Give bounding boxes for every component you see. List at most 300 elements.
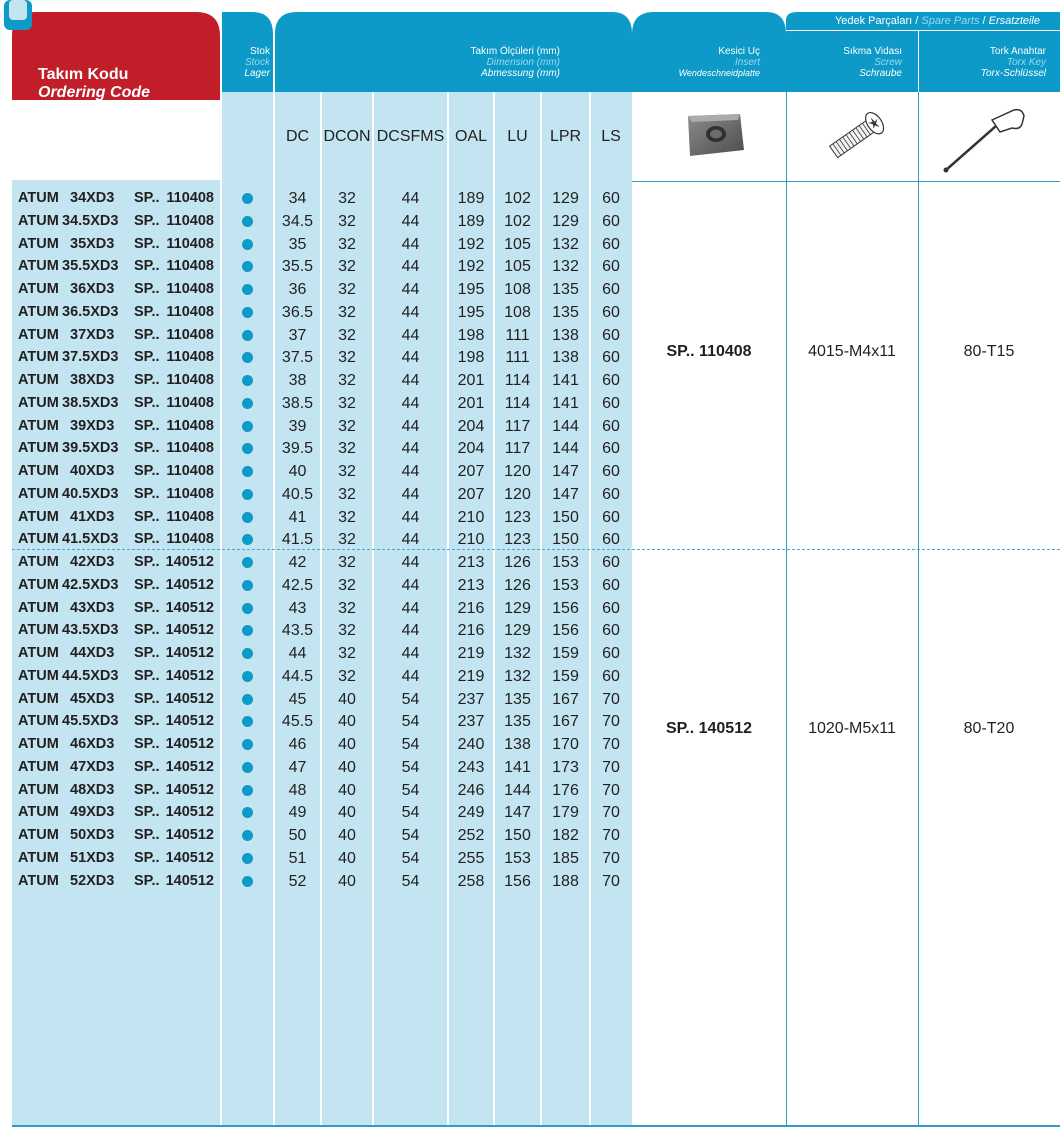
code-part-a: ATUM [18, 394, 59, 411]
screw-header-de: Schraube [859, 68, 902, 79]
dim-cell-lpr: 141 [552, 372, 579, 389]
dim-cell-dcsfms: 54 [401, 758, 420, 776]
stock-indicator [242, 830, 253, 841]
code-part-d: 140512 [165, 576, 214, 593]
code-part-c: SP.. [134, 349, 160, 366]
code-part-a: ATUM [18, 531, 59, 548]
dim-cell-dc: 37 [288, 326, 307, 344]
code-part-c: SP.. [134, 645, 160, 661]
dim-cell-ls: 60 [602, 372, 620, 389]
dim-cell-dcon: 32 [338, 235, 356, 253]
code-part-d: 140512 [165, 781, 214, 798]
code-part-a: ATUM [18, 554, 59, 570]
code-part-c: SP.. [134, 463, 160, 479]
dim-cell-oal: 213 [457, 554, 485, 571]
code-part-b: 41XD3 [70, 508, 115, 525]
spare-header-en: Spare Parts [921, 15, 980, 27]
dim-cell-ls: 60 [602, 394, 620, 412]
dim-cell-oal: 255 [457, 849, 485, 867]
dim-cell-lu: 141 [504, 758, 531, 776]
dim-cell-ls: 70 [602, 804, 620, 822]
insert-icon [682, 110, 748, 160]
dim-cell-dcon: 40 [338, 713, 356, 731]
dim-cell-dcon: 32 [338, 417, 356, 435]
code-part-c: SP.. [134, 303, 160, 320]
code-part-d: 110408 [166, 440, 214, 457]
dim-cell-lu: 114 [504, 372, 531, 389]
code-part-b: 37.5XD3 [62, 349, 119, 366]
code-part-c: SP.. [134, 804, 160, 821]
code-part-d: 140512 [165, 758, 214, 775]
dim-cell-dcon: 40 [338, 872, 356, 890]
dim-cell-lu: 147 [504, 804, 531, 822]
stock-indicator [242, 739, 253, 750]
code-part-b: 49XD3 [70, 804, 115, 821]
stock-indicator [242, 284, 253, 295]
dims-header [360, 46, 560, 79]
dim-cell-dcon: 32 [338, 622, 356, 640]
dim-cell-ls: 60 [602, 212, 620, 230]
dim-cell-ls: 60 [602, 440, 620, 458]
dim-cell-dcon: 32 [338, 667, 356, 685]
code-part-a: ATUM [18, 508, 59, 525]
stock-indicator [242, 512, 253, 523]
dim-cell-lu: 138 [504, 736, 531, 753]
key-header-tr: Tork Anahtar [989, 46, 1046, 57]
spare-header-divider [786, 30, 1060, 31]
dim-cell-oal: 204 [457, 417, 485, 435]
dim-cell-dc: 41 [288, 508, 307, 526]
dim-cell-ls: 60 [602, 531, 620, 549]
ordering-code [18, 801, 216, 824]
dim-cell-dc: 43 [288, 599, 307, 617]
dim-cell-dc: 35.5 [281, 258, 314, 276]
group-2-insert: SP.. 140512 [665, 720, 752, 737]
spare-header-tr: Yedek Parçaları [834, 15, 913, 27]
code-part-a: ATUM [18, 303, 59, 320]
dim-cell-lpr: 159 [552, 645, 579, 662]
dim-cell-dcon: 32 [338, 212, 356, 230]
dim-cell-lu: 114 [504, 394, 531, 412]
code-part-b: 42XD3 [70, 554, 115, 570]
code-part-a: ATUM [18, 872, 59, 889]
dim-cell-dcsfms: 54 [401, 804, 420, 822]
dim-cell-dcon: 32 [338, 326, 356, 344]
group-2-screw: 1020-M5x11 [808, 720, 896, 737]
code-part-b: 35XD3 [70, 235, 115, 252]
dim-cell-lpr: 147 [552, 485, 579, 503]
dim-cell-ls: 70 [602, 758, 620, 776]
dim-cell-dc: 48 [288, 781, 307, 799]
code-part-a: ATUM [18, 576, 59, 593]
code-part-b: 39.5XD3 [62, 440, 119, 457]
dim-cell-dc: 40.5 [281, 485, 314, 503]
ordering-code [18, 756, 216, 779]
code-part-c: SP.. [134, 849, 160, 866]
code-part-d: 110408 [166, 258, 214, 275]
ordering-code [18, 369, 216, 392]
dim-cell-oal: 210 [457, 531, 485, 549]
dim-cell-oal: 252 [457, 827, 485, 844]
dim-cell-dc: 45 [288, 690, 307, 708]
dim-cell-dcon: 32 [338, 190, 356, 207]
ordering-code [18, 346, 216, 369]
dim-cell-oal: 219 [457, 667, 485, 685]
dims-header-tr: Takım Ölçüleri (mm) [470, 46, 560, 57]
dim-cell-dcon: 32 [338, 645, 356, 662]
dim-cell-lpr: 170 [552, 736, 579, 753]
ordering-code [18, 415, 216, 438]
dim-cell-oal: 204 [457, 440, 485, 458]
code-part-b: 45.5XD3 [62, 713, 119, 730]
dim-cell-dcsfms: 44 [401, 667, 420, 685]
dim-cell-oal: 237 [457, 690, 485, 708]
ordering-code [18, 324, 216, 347]
dim-cell-lu: 126 [504, 554, 531, 571]
stock-indicator [242, 375, 253, 386]
ordering-code [18, 574, 216, 597]
dim-cell-dcsfms: 44 [401, 212, 420, 230]
ordering-code [18, 460, 216, 483]
ordering-code [18, 870, 216, 893]
code-part-a: ATUM [18, 190, 59, 206]
col-header-dcsfms: DCSFMS [376, 128, 445, 145]
dim-cell-dcsfms: 44 [401, 531, 420, 549]
dim-cell-oal: 210 [457, 508, 485, 526]
dim-cell-dcsfms: 54 [401, 690, 420, 708]
dim-cell-dcsfms: 54 [401, 736, 420, 753]
dim-cell-lpr: 167 [552, 690, 579, 708]
group-1-screw: 4015-M4x11 [808, 343, 896, 360]
insert-header-tr: Kesici Uç [718, 46, 760, 57]
code-part-a: ATUM [18, 736, 59, 752]
ordering-code [18, 210, 216, 233]
dim-cell-ls: 60 [602, 258, 620, 276]
code-part-d: 110408 [166, 303, 214, 320]
spare-header-divider [918, 31, 919, 92]
dim-cell-dcsfms: 44 [401, 326, 420, 344]
ordering-code [18, 483, 216, 506]
code-part-c: SP.. [134, 622, 160, 639]
code-part-c: SP.. [134, 235, 160, 252]
stock-indicator [242, 762, 253, 773]
code-part-d: 140512 [165, 736, 214, 752]
group-2-key: 80-T20 [963, 720, 1015, 737]
code-part-b: 34.5XD3 [62, 212, 119, 229]
code-part-c: SP.. [134, 872, 160, 889]
code-part-a: ATUM [18, 326, 59, 343]
code-part-c: SP.. [134, 667, 160, 684]
dim-cell-dcsfms: 44 [401, 463, 420, 480]
code-header-tr: Takım Kodu [38, 66, 129, 83]
code-part-b: 35.5XD3 [62, 258, 119, 275]
dim-cell-lu: 123 [504, 531, 531, 549]
dim-cell-dc: 46 [288, 736, 307, 753]
code-part-a: ATUM [18, 258, 59, 275]
dim-cell-dcsfms: 44 [401, 258, 420, 276]
code-part-a: ATUM [18, 463, 59, 479]
dim-cell-lu: 135 [504, 713, 531, 731]
ordering-code [18, 301, 216, 324]
code-part-a: ATUM [18, 690, 59, 707]
code-part-c: SP.. [134, 485, 160, 502]
col-header-dcon: DCON [323, 128, 371, 145]
dim-cell-dcon: 32 [338, 554, 356, 571]
dim-cell-ls: 60 [602, 281, 620, 298]
stock-indicator [242, 421, 253, 432]
stock-header-en: Stock [244, 57, 270, 68]
ordering-code [18, 665, 216, 688]
dim-cell-lu: 135 [504, 690, 531, 708]
dim-cell-oal: 219 [457, 645, 485, 662]
dim-cell-lu: 105 [504, 258, 531, 276]
dim-cell-dcsfms: 44 [401, 190, 420, 207]
dim-cell-lpr: 138 [552, 349, 579, 367]
code-part-c: SP.. [134, 736, 160, 752]
col-header-dc: DC [285, 128, 310, 145]
dim-cell-ls: 70 [602, 872, 620, 890]
dim-cell-dcsfms: 44 [401, 235, 420, 253]
dim-cell-dcon: 40 [338, 758, 356, 776]
dim-cell-dcon: 32 [338, 599, 356, 617]
stock-header-de: Lager [244, 68, 270, 79]
dim-cell-dcon: 40 [338, 736, 356, 753]
table-bottom-rule [12, 1125, 1060, 1127]
code-part-b: 42.5XD3 [62, 576, 119, 593]
ordering-code [18, 688, 216, 711]
dim-cell-lu: 126 [504, 576, 531, 594]
code-part-b: 44.5XD3 [62, 667, 119, 684]
dim-cell-dc: 38.5 [281, 394, 314, 412]
dim-cell-ls: 60 [602, 554, 620, 571]
key-header [922, 46, 1046, 79]
code-part-d: 110408 [166, 463, 214, 479]
dim-cell-dcsfms: 44 [401, 622, 420, 640]
col-header-ls: LS [601, 128, 621, 145]
dim-cell-ls: 70 [602, 713, 620, 731]
dim-cell-dcon: 40 [338, 827, 356, 844]
dim-cell-lu: 153 [504, 849, 531, 867]
ordering-code [18, 278, 216, 301]
dim-cell-oal: 246 [457, 781, 485, 799]
col-header-lu: LU [507, 128, 528, 145]
dim-cell-lu: 156 [504, 872, 531, 890]
code-part-a: ATUM [18, 827, 59, 843]
insert-header [640, 46, 760, 79]
stock-indicator [242, 239, 253, 250]
brand-corner-icon [0, 0, 40, 40]
dim-cell-lu: 117 [504, 440, 531, 458]
ordering-code [18, 642, 216, 665]
dim-cell-ls: 60 [602, 190, 620, 207]
code-part-c: SP.. [134, 781, 160, 798]
dim-cell-lpr: 156 [552, 599, 579, 617]
dim-cell-lpr: 129 [552, 212, 579, 230]
col-divider [220, 92, 222, 1125]
dim-cell-dcon: 32 [338, 303, 356, 321]
code-part-b: 38.5XD3 [62, 394, 119, 411]
ordering-code [18, 506, 216, 529]
dim-cell-dcon: 32 [338, 463, 356, 480]
code-part-c: SP.. [134, 531, 160, 548]
code-part-a: ATUM [18, 417, 59, 434]
dim-cell-dcon: 40 [338, 849, 356, 867]
dim-cell-ls: 70 [602, 781, 620, 799]
code-part-a: ATUM [18, 804, 59, 821]
dims-header-en: Dimension (mm) [486, 57, 560, 68]
dim-cell-dcon: 32 [338, 349, 356, 367]
dim-cell-oal: 198 [457, 349, 485, 367]
code-part-d: 110408 [166, 394, 214, 411]
dim-cell-lpr: 129 [552, 190, 579, 207]
dim-cell-ls: 60 [602, 667, 620, 685]
dim-cell-ls: 60 [602, 508, 620, 526]
code-part-c: SP.. [134, 258, 160, 275]
dim-cell-dc: 34.5 [281, 212, 314, 230]
stock-indicator [242, 876, 253, 887]
dim-cell-dc: 42 [288, 554, 307, 571]
dim-cell-ls: 60 [602, 485, 620, 503]
code-part-a: ATUM [18, 349, 59, 366]
dim-cell-oal: 189 [457, 212, 485, 230]
dim-cell-oal: 243 [457, 758, 485, 776]
dim-cell-dcsfms: 54 [401, 849, 420, 867]
code-part-a: ATUM [18, 849, 59, 866]
code-part-b: 50XD3 [70, 827, 115, 843]
dim-cell-lpr: 176 [552, 781, 579, 799]
code-part-d: 110408 [166, 508, 214, 525]
stock-indicator [242, 785, 253, 796]
dim-cell-oal: 201 [457, 394, 485, 412]
stock-indicator [242, 307, 253, 318]
dim-cell-oal: 207 [457, 485, 485, 503]
code-part-b: 44XD3 [70, 645, 115, 661]
dim-cell-ls: 60 [602, 303, 620, 321]
ordering-code [18, 597, 216, 620]
ordering-code [18, 619, 216, 642]
dim-cell-dcsfms: 44 [401, 417, 420, 435]
dim-cell-oal: 213 [457, 576, 485, 594]
stock-indicator [242, 398, 253, 409]
dim-cell-dc: 34 [288, 190, 307, 207]
ordering-code [18, 824, 216, 847]
code-part-b: 47XD3 [70, 758, 115, 775]
col-header-oal: OAL [454, 128, 487, 145]
key-header-de: Torx-Schlüssel [980, 68, 1046, 79]
dim-cell-ls: 60 [602, 349, 620, 367]
dim-cell-lpr: 173 [552, 758, 579, 776]
code-part-b: 45XD3 [70, 690, 115, 707]
dim-cell-dc: 38 [288, 372, 307, 389]
dim-cell-dc: 50 [288, 827, 307, 844]
dim-cell-oal: 192 [457, 258, 485, 276]
code-part-b: 37XD3 [70, 326, 115, 343]
code-part-c: SP.. [134, 713, 160, 730]
code-part-c: SP.. [134, 599, 160, 616]
col-header-lpr: LPR [549, 128, 582, 145]
stock-header-tr: Stok [249, 46, 270, 57]
stock-indicator [242, 580, 253, 591]
dim-cell-lu: 102 [504, 212, 531, 230]
code-part-a: ATUM [18, 485, 59, 502]
stock-indicator [242, 330, 253, 341]
stock-indicator [242, 648, 253, 659]
dim-cell-oal: 189 [457, 190, 485, 207]
code-part-b: 51XD3 [70, 849, 115, 866]
code-part-d: 140512 [165, 804, 214, 821]
code-part-b: 38XD3 [70, 372, 115, 388]
dim-cell-oal: 237 [457, 713, 485, 731]
code-part-d: 140512 [165, 827, 214, 843]
key-header-en: Torx Key [1006, 57, 1046, 68]
dim-cell-dc: 35 [288, 235, 307, 253]
dim-cell-dcsfms: 44 [401, 554, 420, 571]
code-part-d: 110408 [166, 485, 214, 502]
code-part-d: 110408 [166, 326, 214, 343]
dim-cell-dcon: 32 [338, 281, 356, 298]
code-header-en: Ordering Code [38, 84, 151, 101]
code-part-d: 110408 [166, 372, 214, 388]
dim-cell-oal: 201 [457, 372, 485, 389]
dim-cell-dc: 39.5 [281, 440, 314, 458]
code-part-d: 140512 [165, 645, 214, 661]
code-part-b: 48XD3 [70, 781, 115, 798]
col-divider [918, 30, 919, 1125]
dim-cell-dcsfms: 44 [401, 485, 420, 503]
dim-cell-lpr: 132 [552, 235, 579, 253]
code-part-b: 40XD3 [70, 463, 115, 479]
ordering-code [18, 551, 216, 574]
ordering-code [18, 710, 216, 733]
stock-indicator [242, 489, 253, 500]
dim-cell-lu: 132 [504, 645, 531, 662]
code-part-d: 140512 [165, 713, 214, 730]
dim-cell-dcsfms: 54 [401, 713, 420, 731]
code-part-c: SP.. [134, 372, 160, 388]
dim-cell-lu: 120 [504, 463, 531, 480]
dim-cell-lu: 117 [504, 417, 531, 435]
code-part-c: SP.. [134, 417, 160, 434]
dim-cell-lpr: 156 [552, 622, 579, 640]
dim-cell-dcon: 32 [338, 485, 356, 503]
dim-cell-oal: 258 [457, 872, 485, 890]
dim-cell-lpr: 188 [552, 872, 579, 890]
code-part-d: 110408 [166, 531, 214, 548]
group-1-insert: SP.. 110408 [666, 343, 752, 360]
dim-cell-lu: 108 [504, 303, 531, 321]
dim-cell-dc: 52 [288, 872, 307, 890]
dim-cell-oal: 195 [457, 281, 485, 298]
code-part-b: 43XD3 [70, 599, 115, 616]
ordering-code [18, 392, 216, 415]
code-part-d: 110408 [166, 281, 214, 297]
screw-icon [818, 104, 894, 166]
ordering-code [18, 187, 216, 210]
dim-cell-lpr: 159 [552, 667, 579, 685]
dim-cell-lu: 108 [504, 281, 531, 298]
dim-cell-lu: 120 [504, 485, 531, 503]
code-part-c: SP.. [134, 690, 160, 707]
dim-cell-ls: 60 [602, 645, 620, 662]
code-part-c: SP.. [134, 212, 160, 229]
dim-cell-lpr: 182 [552, 827, 579, 844]
dim-cell-oal: 216 [457, 599, 485, 617]
dim-cell-lpr: 147 [552, 463, 579, 480]
code-part-d: 140512 [165, 599, 214, 616]
code-part-d: 110408 [166, 417, 214, 434]
dim-cell-lpr: 135 [552, 281, 579, 298]
dim-cell-dcon: 32 [338, 440, 356, 458]
